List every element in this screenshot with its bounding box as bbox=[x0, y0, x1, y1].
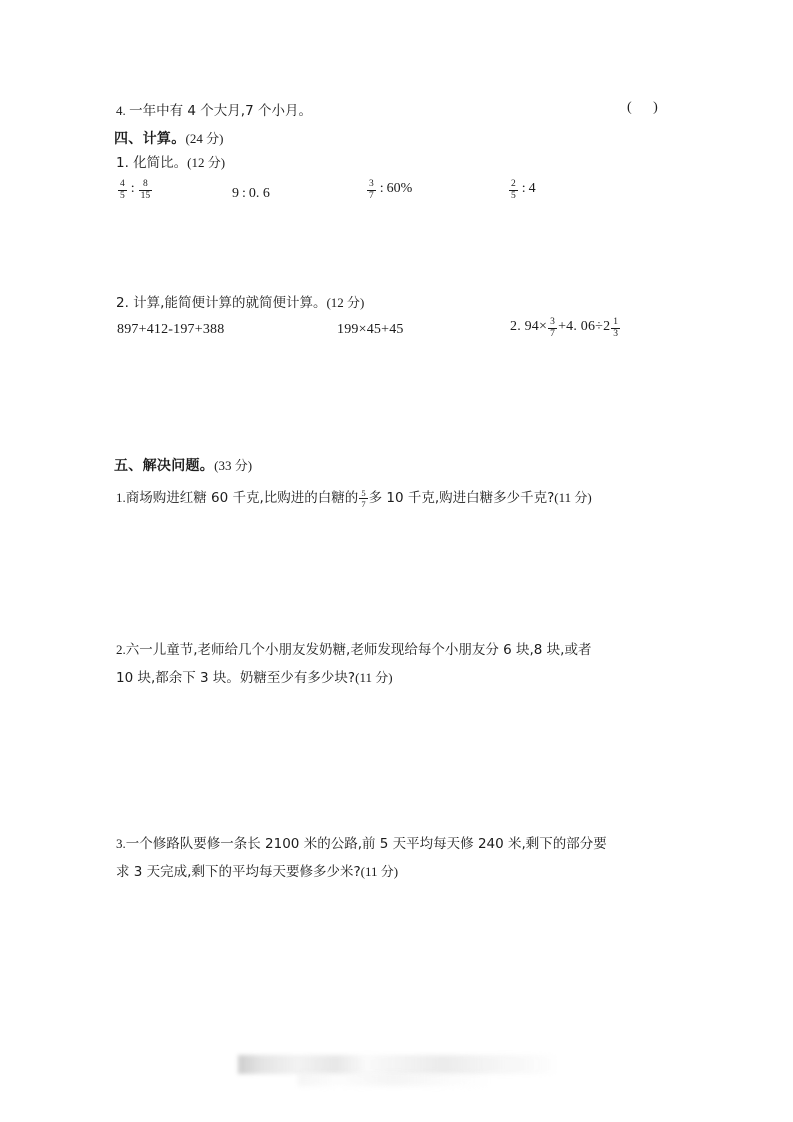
fraction-denominator: 5 bbox=[120, 190, 125, 201]
footer-watermark-bar bbox=[238, 1055, 556, 1074]
problem-3-text-line1: 一个修路队要修一条长 2100 米的公路,前 5 天平均每天修 240 米,剩下的部分要 bbox=[125, 836, 607, 852]
section-four-sub2-label: 2. 计算,能简便计算的就简便计算。 bbox=[116, 295, 327, 311]
problem-3-points: (11 分) bbox=[360, 864, 399, 879]
ratio-colon: : bbox=[379, 180, 384, 196]
fraction-numerator: 3 bbox=[369, 179, 374, 189]
section-four-sub1-points: (12 分) bbox=[187, 155, 226, 170]
problem-2-text-line2: 10 块,都余下 3 块。奶糖至少有多少块? bbox=[116, 670, 356, 686]
problem-3-text-line2: 求 3 天完成,剩下的平均每天要修多少米? bbox=[116, 864, 361, 880]
fraction-denominator: 3 bbox=[613, 328, 619, 339]
fraction-four-fifths bbox=[118, 180, 127, 201]
fraction-numerator: 3 bbox=[550, 317, 556, 327]
problem-3-line-1 bbox=[116, 830, 696, 858]
section-four-heading: 四、计算。 bbox=[114, 131, 186, 147]
problem-2-text-line1: 六一儿童节,老师给几个小朋友发奶糖,老师发现给每个小朋友分 6 块,8 块,或者 bbox=[125, 642, 592, 658]
expr3-divide-operator: ÷ bbox=[595, 318, 604, 334]
fraction-numerator: 5 bbox=[361, 488, 366, 499]
footer-watermark-bar-secondary bbox=[298, 1073, 488, 1086]
ratio-item-4 bbox=[508, 180, 536, 201]
problem-3 bbox=[116, 830, 696, 886]
section-four-sub2-points: (12 分) bbox=[326, 295, 365, 310]
section-five-heading: 五、解决问题。 bbox=[114, 458, 215, 474]
ratio-colon: : bbox=[130, 180, 135, 196]
expression-item-3 bbox=[510, 318, 621, 339]
problem-2-line-1 bbox=[116, 636, 696, 664]
problem-2-line-2 bbox=[116, 664, 696, 692]
expression-item-1: 897+412-197+388 bbox=[117, 322, 225, 337]
fraction-three-sevenths bbox=[548, 318, 557, 339]
expression-item-2: 199×45+45 bbox=[337, 322, 404, 337]
ratio-colon: : bbox=[521, 180, 526, 196]
problem-2-number: 2. bbox=[116, 642, 126, 657]
problem-1-text-after: 多 10 千克,购进白糖多少千克? bbox=[368, 490, 555, 506]
judgement-item-4 bbox=[116, 100, 312, 122]
problem-2-points: (11 分) bbox=[355, 670, 393, 685]
problem-1-text-before: 商场购进红糖 60 千克,比购进的白糖的 bbox=[125, 490, 359, 506]
problem-3-number: 3. bbox=[116, 836, 126, 851]
fraction-numerator: 2 bbox=[511, 179, 516, 189]
ratio-right-value: 4 bbox=[528, 180, 536, 196]
fraction-denominator: 7 bbox=[369, 190, 374, 201]
expr3-operand-a: 2. 94 bbox=[510, 318, 539, 334]
section-four-sub2-row bbox=[116, 292, 364, 314]
section-five-points: (33 分) bbox=[214, 458, 253, 473]
section-four-sub1-row bbox=[116, 152, 225, 174]
ratio-right-value: 60% bbox=[386, 180, 413, 196]
expr3-times-operator: × bbox=[539, 318, 548, 334]
fraction-denominator: 5 bbox=[511, 190, 516, 201]
fraction-two-fifths bbox=[509, 180, 518, 201]
section-five-heading-row bbox=[114, 455, 252, 477]
expr3-operand-b: 4. 06 bbox=[566, 318, 596, 334]
problem-1 bbox=[116, 484, 696, 512]
expr3-plus-operator: + bbox=[558, 318, 567, 334]
section-four-points: (24 分) bbox=[185, 131, 224, 146]
fraction-one-third bbox=[611, 318, 620, 339]
fraction-numerator: 1 bbox=[613, 317, 619, 327]
fraction-five-sevenths bbox=[359, 489, 367, 508]
ratio-left-value: 9 bbox=[232, 186, 239, 201]
fraction-denominator: 15 bbox=[140, 190, 151, 201]
fraction-denominator: 7 bbox=[550, 328, 556, 339]
ratio-item-3 bbox=[366, 180, 412, 201]
fraction-numerator: 8 bbox=[143, 179, 148, 189]
problem-1-number: 1. bbox=[116, 490, 126, 505]
judgement-answer-brackets[interactable]: ( ) bbox=[627, 100, 667, 115]
section-four-heading-row bbox=[114, 128, 223, 150]
fraction-three-sevenths bbox=[367, 180, 376, 201]
fraction-denominator: 7 bbox=[361, 498, 366, 509]
problem-3-line-2 bbox=[116, 858, 696, 886]
ratio-item-2 bbox=[232, 186, 270, 202]
problem-1-points: (11 分) bbox=[554, 490, 592, 505]
judgement-item-text: 一年中有 4 个大月,7 个小月。 bbox=[129, 103, 312, 119]
section-four-sub1-label: 1. 化简比。 bbox=[116, 155, 188, 171]
mixed-number-two-and-one-third bbox=[603, 317, 621, 339]
fraction-numerator: 4 bbox=[120, 179, 125, 189]
ratio-colon: : bbox=[242, 186, 246, 201]
mixed-whole-part: 2 bbox=[603, 318, 611, 334]
ratio-right-value: 0. 6 bbox=[248, 186, 270, 201]
problem-2 bbox=[116, 636, 696, 692]
fraction-eight-fifteenths bbox=[139, 180, 153, 201]
ratio-item-1 bbox=[117, 180, 153, 201]
judgement-item-number: 4. bbox=[116, 103, 126, 118]
